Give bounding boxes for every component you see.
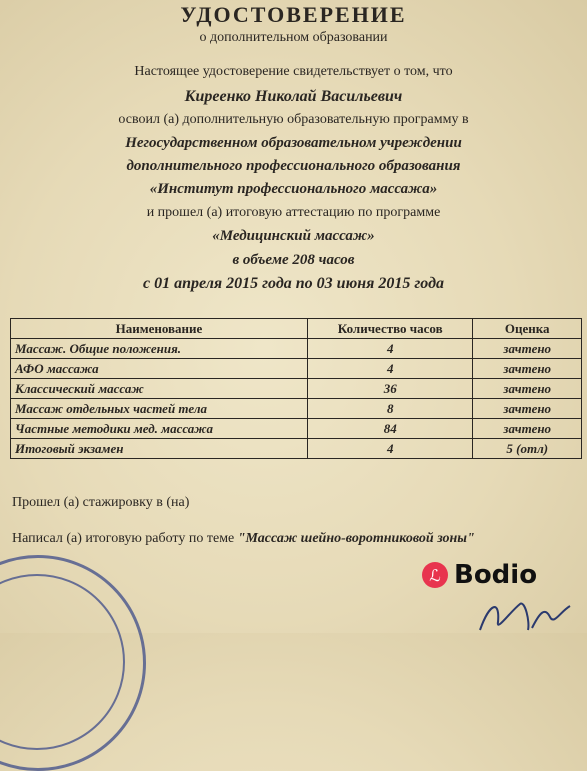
- course-name: Массаж отдельных частей тела: [11, 399, 308, 419]
- internship-text: Прошел (а) стажировку в (на): [12, 495, 190, 510]
- course-hours: 4: [307, 359, 473, 379]
- course-grade: зачтено: [473, 399, 582, 419]
- header-name: Наименование: [11, 319, 308, 339]
- course-grade: зачтено: [473, 339, 582, 359]
- person-name: Киреенко Николай Васильевич: [184, 88, 403, 105]
- institution-name: «Институт профессионального массажа»: [149, 181, 438, 197]
- program-dates: с 01 апреля 2015 года по 03 июня 2015 года: [142, 275, 445, 292]
- course-hours: 8: [307, 399, 473, 419]
- certificate-subtitle: о дополнительном образовании: [199, 30, 388, 45]
- table-row: [11, 399, 582, 419]
- header-grade: Оценка: [473, 319, 582, 339]
- course-grade: зачтено: [473, 379, 582, 399]
- bodio-logo-icon: ℒ: [422, 562, 448, 588]
- institution-line1: Негосударственном образовательном учреждении: [125, 135, 462, 151]
- program-text: освоил (а) дополнительную образовательную программу в: [118, 112, 469, 127]
- table-row: [11, 379, 582, 399]
- seal-stamp: [0, 555, 146, 771]
- thesis-topic: "Массаж шейно-воротниковой зоны": [237, 531, 475, 546]
- signature: [470, 592, 580, 633]
- institution-line2: дополнительного профессионального образования: [126, 158, 461, 174]
- course-hours: 4: [307, 339, 473, 359]
- seal-stamp-inner-ring: [0, 574, 125, 750]
- course-name: Частные методики мед. массажа: [11, 419, 308, 439]
- intro-text: Настоящее удостоверение свидетельствует о том, что: [134, 64, 453, 79]
- course-grade: зачтено: [473, 359, 582, 379]
- program-name: «Медицинский массаж»: [212, 228, 375, 244]
- course-hours: 4: [307, 439, 473, 459]
- courses-table: [10, 318, 582, 459]
- course-hours: 84: [307, 419, 473, 439]
- bodio-logo-text: Bodio: [454, 560, 538, 590]
- thesis-prefix: Написал (а) итоговую работу по теме: [12, 531, 235, 546]
- header-hours: Количество часов: [307, 319, 473, 339]
- course-hours: 36: [307, 379, 473, 399]
- certificate-title: УДОСТОВЕРЕНИЕ: [180, 2, 407, 27]
- thesis-line: [12, 531, 475, 547]
- table-row: [11, 419, 582, 439]
- course-name: АФО массажа: [11, 359, 308, 379]
- table-header-row: [11, 319, 582, 339]
- bodio-watermark: [422, 560, 537, 590]
- attestation-text: и прошел (а) итоговую аттестацию по программе: [146, 205, 441, 220]
- table-row: [11, 359, 582, 379]
- table-row: [11, 339, 582, 359]
- course-grade: 5 (отл): [473, 439, 582, 459]
- course-name: Массаж. Общие положения.: [11, 339, 308, 359]
- course-name: Итоговый экзамен: [11, 439, 308, 459]
- table-row: [11, 439, 582, 459]
- course-name: Классический массаж: [11, 379, 308, 399]
- program-volume: в объеме 208 часов: [232, 252, 355, 268]
- course-grade: зачтено: [473, 419, 582, 439]
